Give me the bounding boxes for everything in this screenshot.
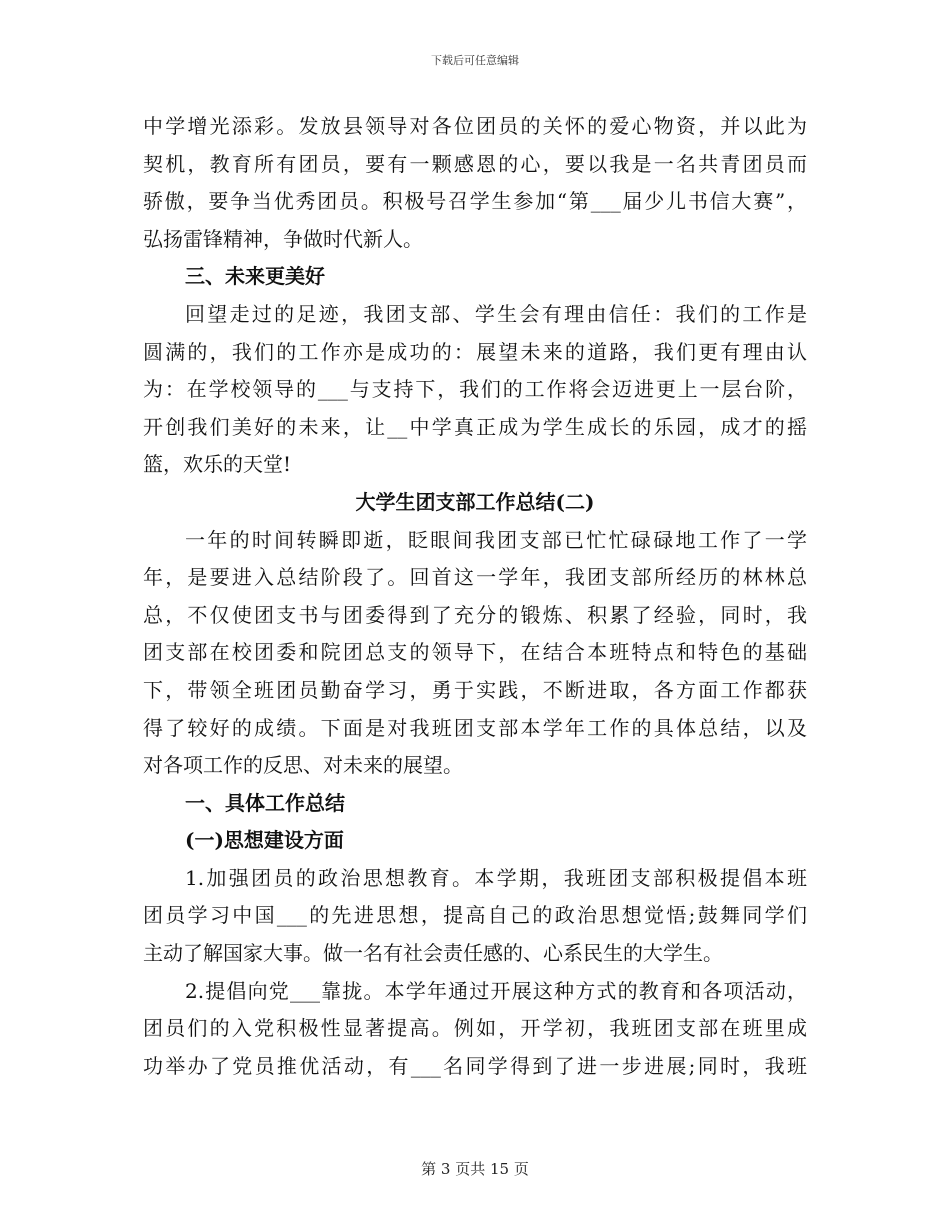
section-heading: (一)思想建设方面 [185,828,344,853]
page-header: 下载后可任意编辑 [431,54,519,67]
paragraph-line: 弘扬雷锋精神，争做时代新人。 [143,226,423,251]
paragraph-line: 下，带领全班团员勤奋学习，勇于实践，不断进取，各方面工作都获 [143,677,807,702]
paragraph-line: 得了较好的成绩。下面是对我班团支部本学年工作的具体总结，以及 [143,715,807,740]
section-heading: 三、未来更美好 [185,264,325,289]
paragraph-line: 开创我们美好的未来，让__中学真正成为学生成长的乐园，成才的摇 [143,414,807,439]
paragraph-line: 团员们的入党积极性显著提高。例如，开学初，我班团支部在班里成 [143,1016,807,1041]
section-heading: 一、具体工作总结 [185,790,345,815]
paragraph-line: 年，是要进入总结阶段了。回首这一学年，我团支部所经历的林林总 [143,565,807,590]
document-body [143,108,807,1085]
paragraph-line: 对各项工作的反思、对未来的展望。 [143,753,463,778]
paragraph-line: 1.加强团员的政治思想教育。本学期，我班团支部积极提倡本班 [185,865,807,890]
paragraph-line: 为：在学校领导的___与支持下，我们的工作将会迈进更上一层台阶， [143,377,807,402]
paragraph-line: 契机，教育所有团员，要有一颗感恩的心，要以我是一名共青团员而 [143,151,807,176]
section-title: 大学生团支部工作总结(二) [355,489,595,514]
paragraph-line: 团支部在校团委和院团总支的领导下，在结合本班特点和特色的基础 [143,640,807,665]
paragraph-line: 功举办了党员推优活动，有___名同学得到了进一步进展;同时，我班 [143,1053,807,1078]
paragraph-line: 篮，欢乐的天堂! [143,452,292,477]
paragraph-line: 2.提倡向党___靠拢。本学年通过开展这种方式的教育和各项活动， [185,978,807,1003]
paragraph-line: 中学增光添彩。发放县领导对各位团员的关怀的爱心物资，并以此为 [143,114,807,138]
paragraph-line: 回望走过的足迹，我团支部、学生会有理由信任：我们的工作是 [185,301,807,326]
paragraph-line: 总，不仅使团支书与团委得到了充分的锻炼、积累了经验，同时，我 [143,602,807,627]
paragraph-line: 骄傲，要争当优秀团员。积极号召学生参加“第___届少儿书信大赛”， [143,189,807,214]
page-footer: 第 3 页共 15 页 [421,1160,529,1178]
paragraph-line: 圆满的，我们的工作亦是成功的：展望未来的道路，我们更有理由认 [143,339,807,364]
paragraph-line: 一年的时间转瞬即逝，眨眼间我团支部已忙忙碌碌地工作了一学 [185,527,807,552]
paragraph-line: 主动了解国家大事。做一名有社会责任感的、心系民生的大学生。 [143,941,723,966]
paragraph-line: 团员学习中国___的先进思想，提高自己的政治思想觉悟;鼓舞同学们 [143,903,807,928]
